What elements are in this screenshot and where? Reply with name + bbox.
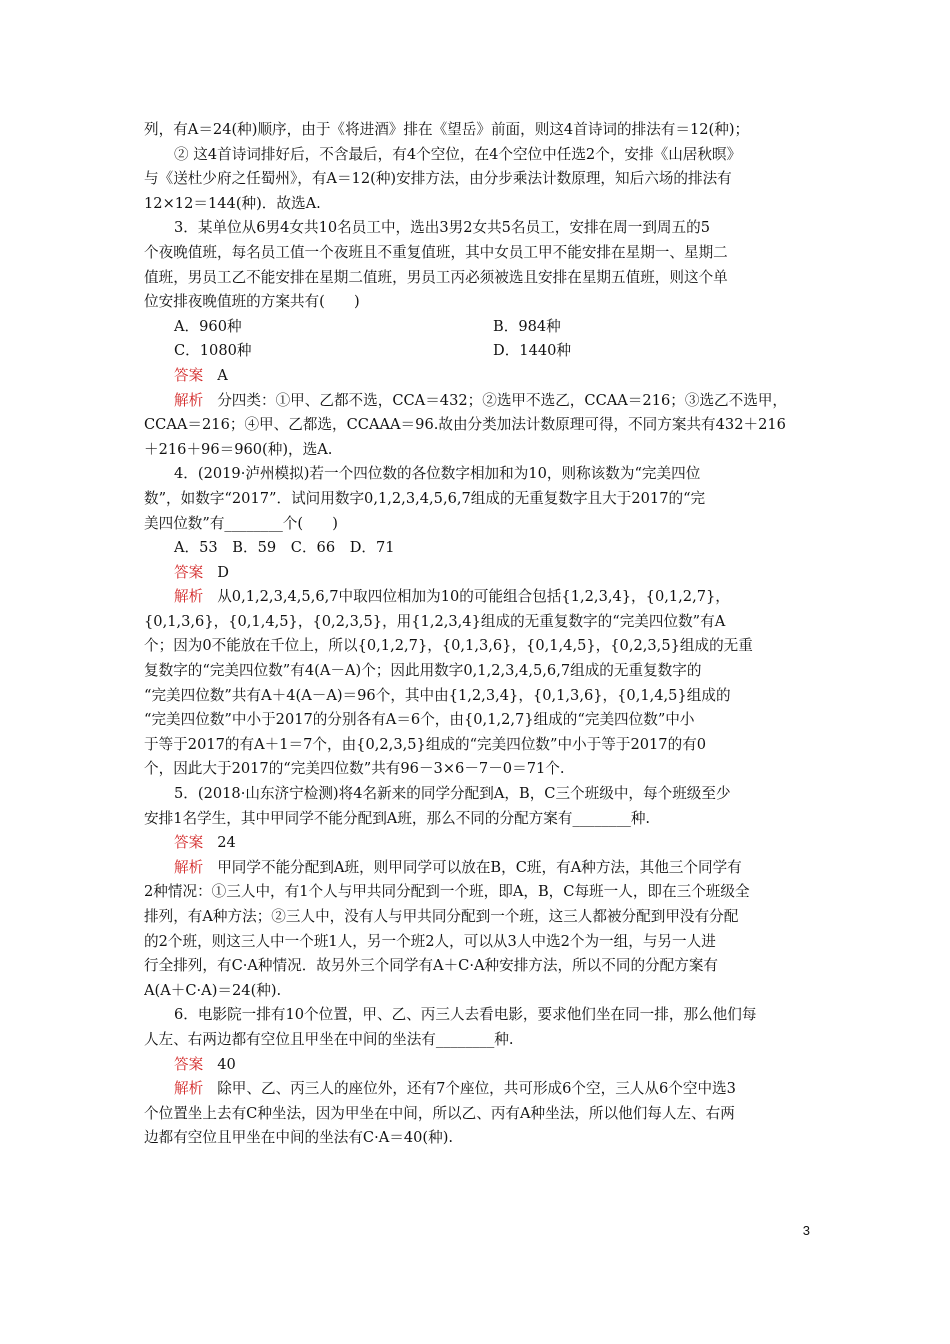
- question-6: 6．电影院一排有10个位置，甲、乙、丙三人去看电影，要求他们坐在同一排，那么他们每: [174, 1006, 757, 1024]
- analysis-text: 从0,1,2,3,4,5,6,7中取四位相加为10的可能组合包括{1,2,3,4}，{0,1,2,7}，: [217, 588, 730, 606]
- text-line: ② 这4首诗词排好后，不含最后，有4个空位，在4个空位中任选2个，安排《山居秋暝》: [174, 145, 742, 163]
- text-line: 12×12＝144(种)．故选A.: [144, 194, 321, 212]
- text-line: 于等于2017的有A＋1＝7个，由{0,2,3,5}组成的“完美四位数”中小于等于2017的有0: [144, 735, 707, 753]
- text-line: 与《送杜少府之任蜀州》，有A＝12(种)安排方法，由分步乘法计数原理，知后六场的排法有: [144, 170, 732, 188]
- text-line: 个；因为0不能放在千位上，所以{0,1,2,7}，{0,1,3,6}，{0,1,4,5}，{0,2,3,5}组成的无重: [144, 637, 753, 655]
- text-line: 值班，男员工乙不能安排在星期二值班，男员工丙必须被选且安排在星期五值班，则这个单: [144, 268, 728, 286]
- text-line: 个夜晚值班，每名员工值一个夜班且不重复值班，其中女员工甲不能安排在星期一、星期二: [144, 243, 728, 261]
- analysis-label: 解析: [174, 858, 204, 876]
- answer-value: A: [217, 366, 228, 384]
- text-line: 数”，如数字“2017”．试问用数字0,1,2,3,4,5,6,7组成的无重复数字且大于2017的“完: [144, 489, 706, 507]
- analysis-text: 除甲、乙、丙三人的座位外，还有7个座位，共可形成6个空，三人从6个空中选3: [217, 1080, 736, 1098]
- analysis-label: 解析: [174, 588, 204, 606]
- analysis-line: [144, 856, 812, 881]
- answer-value: 24: [217, 834, 236, 852]
- answer-value: D: [217, 563, 229, 581]
- text-line: “完美四位数”共有A＋4(A－A)＝96个，其中由{1,2,3,4}，{0,1,3,6}，{0,1,4,5}组成的: [144, 686, 731, 704]
- page-number: 3: [802, 1223, 810, 1238]
- option-d: D．1440种: [493, 342, 572, 360]
- question-3-options: [144, 339, 812, 364]
- answer-line: [144, 364, 812, 389]
- answer-label: 答案: [174, 563, 204, 581]
- text-line: 2种情况：①三人中，有1个人与甲共同分配到一个班，即A，B，C每班一人，即在三个班级全: [144, 883, 750, 901]
- answer-label: 答案: [174, 834, 204, 852]
- text-line: 的2个班，则这三人中一个班1人，另一个班2人，可以从3人中选2个为一组，与另一人进: [144, 932, 716, 950]
- text-line: 美四位数”有________个( ): [144, 514, 338, 532]
- answer-label: 答案: [174, 366, 204, 384]
- text-line: CCAA＝216；④甲、乙都选，CCAAA＝96.故由分类加法计数原理可得，不同方案共有432＋216: [144, 416, 786, 434]
- question-4-options: A．53 B．59 C．66 D．71: [174, 539, 395, 557]
- answer-line: [144, 831, 812, 856]
- text-line: 行全排列，有C·A种情况．故另外三个同学有A＋C·A种安排方法，所以不同的分配方案有: [144, 957, 719, 975]
- text-line: 复数字的“完美四位数”有4(A－A)个；因此用数字0,1,2,3,4,5,6,7组成的无重复数字的: [144, 662, 702, 680]
- text-line: 位安排夜晚值班的方案共有( ): [144, 293, 360, 311]
- text-line: 个，因此大于2017的“完美四位数”共有96－3×6－7－0＝71个.: [144, 760, 565, 778]
- answer-label: 答案: [174, 1055, 204, 1073]
- analysis-label: 解析: [174, 1080, 204, 1098]
- text-line: 安排1名学生，其中甲同学不能分配到A班，那么不同的分配方案有________种.: [144, 809, 651, 827]
- text-line: 列，有A＝24(种)顺序，由于《将进酒》排在《望岳》前面，则这4首诗词的排法有＝12(种)；: [144, 121, 750, 138]
- option-a: A．960种: [174, 317, 242, 335]
- answer-line: [144, 561, 812, 586]
- analysis-line: [144, 585, 812, 610]
- analysis-line: [144, 389, 812, 414]
- question-5: 5．(2018·山东济宁检测)将4名新来的同学分配到A，B，C三个班级中，每个班级至少: [174, 785, 731, 803]
- text-line: A(A＋C·A)＝24(种).: [144, 981, 282, 999]
- option-c: C．1080种: [174, 342, 252, 360]
- text-line: {0,1,3,6}，{0,1,4,5}，{0,2,3,5}，用{1,2,3,4}组成的无重复数字的“完美四位数”有A: [144, 612, 726, 630]
- question-4: 4．(2019·泸州模拟)若一个四位数的各位数字相加和为10，则称该数为“完美四位: [174, 465, 701, 483]
- document-body: [144, 118, 812, 1151]
- analysis-text: 分四类：①甲、乙都不选，CCA＝432；②选甲不选乙，CCAA＝216；③选乙不选甲，: [217, 391, 788, 409]
- question-3: 3．某单位从6男4女共10名员工中，选出3男2女共5名员工，安排在周一到周五的5: [174, 219, 710, 237]
- text-line: “完美四位数”中小于2017的分别各有A＝6个，由{0,1,2,7}组成的“完美四位数”中小: [144, 711, 695, 729]
- analysis-text: 甲同学不能分配到A班，则甲同学可以放在B，C班，有A种方法，其他三个同学有: [217, 858, 742, 876]
- answer-line: [144, 1053, 812, 1078]
- text-line: 个位置坐上去有C种坐法，因为甲坐在中间，所以乙、丙有A种坐法，所以他们每人左、右两: [144, 1104, 735, 1122]
- question-3-options: [144, 315, 812, 340]
- text-line: ＋216＋96＝960(种)，选A.: [144, 440, 333, 458]
- text-line: 排列，有A种方法；②三人中，没有人与甲共同分配到一个班，这三人都被分配到甲没有分配: [144, 908, 739, 925]
- text-line: 边都有空位且甲坐在中间的坐法有C·A＝40(种).: [144, 1129, 454, 1147]
- answer-value: 40: [217, 1055, 236, 1073]
- text-line: 人左、右两边都有空位且甲坐在中间的坐法有________种.: [144, 1030, 514, 1048]
- analysis-label: 解析: [174, 391, 204, 409]
- option-b: B．984种: [493, 317, 561, 335]
- analysis-line: [144, 1077, 812, 1102]
